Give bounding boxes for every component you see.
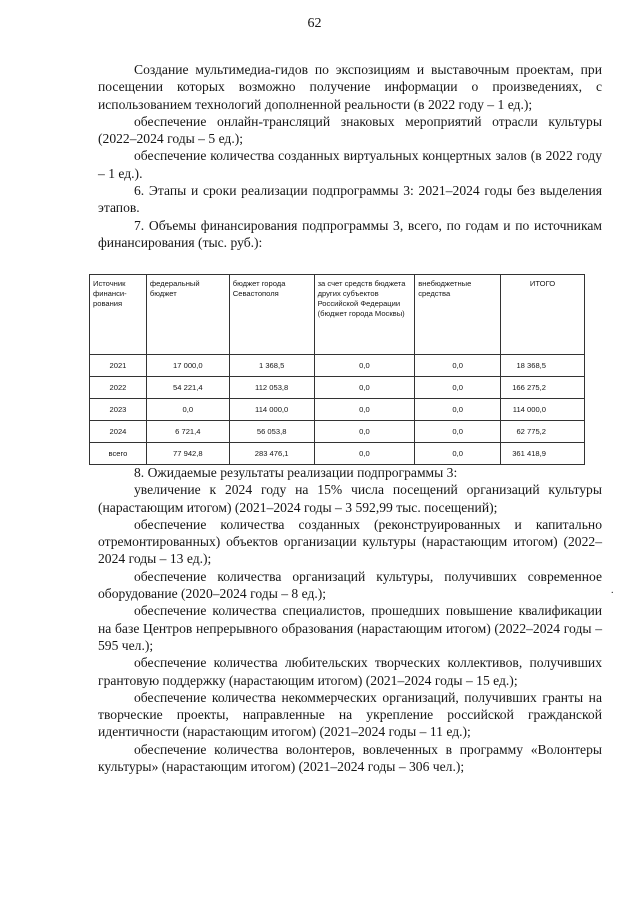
table-cell: 1 368,5 — [229, 355, 314, 377]
financing-table — [89, 274, 585, 465]
table-cell: 2024 — [90, 421, 147, 443]
paragraph: обеспечение количества некоммерческих организаций, получивших гранты на творческие проекты, направленные на укрепление российской гражданской идентичности (нарастающим итогом) (2021–2024 годы – 11 ед.); — [98, 689, 602, 740]
table-header-cell: ИТОГО — [501, 275, 585, 355]
table-row — [90, 377, 585, 399]
table-cell: 54 221,4 — [146, 377, 229, 399]
table-cell: 2021 — [90, 355, 147, 377]
table-header-cell: внебюджетные средства — [415, 275, 501, 355]
paragraph: обеспечение количества волонтеров, вовлеченных в программу «Волонтеры культуры» (нарастающим итогом) (2021–2024 годы – 306 чел.); — [98, 741, 602, 775]
table-cell: 17 000,0 — [146, 355, 229, 377]
table-cell: 0,0 — [415, 355, 501, 377]
table-cell: 56 053,8 — [229, 421, 314, 443]
table-cell: 361 418,9 — [501, 443, 585, 465]
table-cell: 0,0 — [146, 399, 229, 421]
table-row — [90, 421, 585, 443]
table-row — [90, 399, 585, 421]
table-cell: 114 000,0 — [501, 399, 585, 421]
paragraph: 6. Этапы и сроки реализации подпрограммы 3: 2021–2024 годы без выделения этапов. — [98, 183, 602, 216]
table-cell: 166 275,2 — [501, 377, 585, 399]
dot-mark: . — [611, 585, 614, 596]
paragraph: 8. Ожидаемые результаты реализации подпрограммы 3: — [134, 465, 458, 480]
table-cell: 0,0 — [314, 443, 415, 465]
table-header-cell: федеральный бюджет — [146, 275, 229, 355]
paragraph: обеспечение количества любительских творческих коллективов, получивших грантовую поддержку (нарастающим итогом) (2021–2024 годы – 15 ед.); — [98, 655, 602, 688]
table-row — [90, 443, 585, 465]
table-cell: 114 000,0 — [229, 399, 314, 421]
table-cell: 18 368,5 — [501, 355, 585, 377]
table-cell: 0,0 — [415, 399, 501, 421]
table-cell: 2023 — [90, 399, 147, 421]
table-cell: 0,0 — [314, 377, 415, 399]
table-cell: 6 721,4 — [146, 421, 229, 443]
table-header-row — [90, 275, 585, 355]
paragraph: обеспечение количества созданных виртуальных концертных залов (в 2022 году – 1 ед.). — [98, 148, 602, 181]
table-cell: 0,0 — [415, 421, 501, 443]
page-number: 62 — [307, 16, 322, 31]
table-cell: 112 053,8 — [229, 377, 314, 399]
table-cell: 2022 — [90, 377, 147, 399]
paragraph: обеспечение количества созданных (реконструированных и капитально отремонтированных) объектов организации культуры (нарастающим итогом) (2022–2024 годы – 13 ед.); — [98, 516, 602, 567]
table-cell: 77 942,8 — [146, 443, 229, 465]
table-cell: 0,0 — [314, 355, 415, 377]
table-header-cell: за счет средств бюджета других субъектов Российской Федерации (бюджет города Москвы) — [314, 275, 415, 355]
table-cell: 62 775,2 — [501, 421, 585, 443]
paragraph: 7. Объемы финансирования подпрограммы 3, всего, по годам и по источникам финансирования (тыс. руб.): — [98, 217, 602, 250]
paragraph: обеспечение количества специалистов, прошедших повышение квалификации на базе Центров непрерывного образования (нарастающим итогом) (2022–2024 годы – 595 чел.); — [98, 603, 602, 653]
table-header-cell: бюджет города Севастополя — [229, 275, 314, 355]
table-cell: 0,0 — [314, 399, 415, 421]
paragraph: обеспечение онлайн-трансляций знаковых мероприятий отрасли культуры (2022–2024 годы – 5 ед.); — [98, 113, 602, 147]
table-cell: 0,0 — [415, 443, 501, 465]
table-header-cell: Источник финанси-рования — [90, 275, 147, 355]
table-row — [90, 355, 585, 377]
text-block-top — [98, 61, 602, 251]
paragraph: обеспечение количества организаций культуры, получивших современное оборудование (2020–2024 годы – 8 ед.); — [98, 568, 602, 602]
paragraph: Создание мультимедиа-гидов по экспозициям и выставочным проектам, при посещении которых возможно получение информации о произведениях, с использованием технологий дополненной реальности (в 2022 году – 1 ед.); — [98, 62, 602, 112]
table-body — [90, 355, 585, 465]
table-cell: 0,0 — [314, 421, 415, 443]
paragraph: увеличение к 2024 году на 15% числа посещений организаций культуры (нарастающим итогом) (2021–2024 годы – 3 592,99 тыс. посещений); — [98, 482, 602, 515]
table-cell: 283 476,1 — [229, 443, 314, 465]
text-block-bottom — [98, 464, 602, 775]
table-cell: 0,0 — [415, 377, 501, 399]
table-cell: всего — [90, 443, 147, 465]
